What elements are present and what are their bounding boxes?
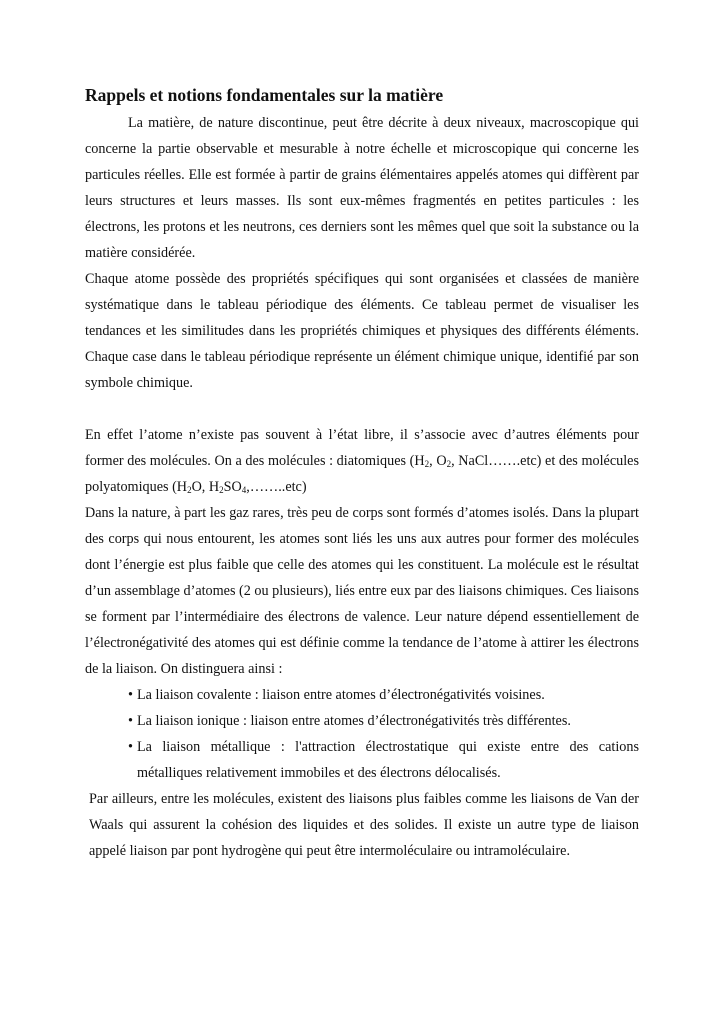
list-item-metallic <box>128 734 639 786</box>
paragraph-chemical-bonds: Dans la nature, à part les gaz rares, très peu de corps sont formés d’atomes isolés. Dans la plupart des corps qui nous entourent, les atomes sont liés les uns aux autres pour former des molécules dont l’énergie est plus faible que celle des atomes qui les constituent. La molécule est le résultat d’un assemblage d’atomes (2 ou plusieurs), liés entre eux par des liaisons chimiques. Ces liaisons se forment par l’intermédiaire des électrons de valence. Leur nature dépend essentiellement de l’électronégativité des atomes qui est définie comme la tendance de l’atome à attirer les électrons de la liaison. On distinguera ainsi : <box>85 505 639 677</box>
document-title: Rappels et notions fondamentales sur la matière <box>85 85 444 105</box>
bond-types-list <box>85 682 639 786</box>
list-item-covalent <box>128 682 639 708</box>
list-item-ionic <box>128 708 639 734</box>
list-item-text: La liaison métallique : l'attraction électrostatique qui existe entre des cations métalliques relativement immobiles et des électrons délocalisés. <box>137 739 639 781</box>
subscript: 2 <box>219 485 224 495</box>
bullet-icon: • <box>128 713 133 729</box>
molecules-text: , NaCl…….etc) et des molécules polyatomiques (H <box>85 453 639 495</box>
bullet-icon: • <box>128 687 133 703</box>
paragraph-periodic-table: Chaque atome possède des propriétés spécifiques qui sont organisées et classées de manière systématique dans le tableau périodique des éléments. Ce tableau permet de visualiser les tendances et les similitudes dans les propriétés chimiques et physiques des différents éléments. Chaque case dans le tableau périodique représente un élément chimique unique, identifié par son symbole chimique. <box>85 271 639 391</box>
paragraph-spacer <box>85 396 639 422</box>
molecules-text: O, H <box>191 479 220 495</box>
molecules-text: , O <box>429 453 447 469</box>
paragraph-weak-bonds: Par ailleurs, entre les molécules, existent des liaisons plus faibles comme les liaisons de Van der Waals qui assurent la cohésion des liquides et des solides. Il existe un autre type de liaison appelé liaison par pont hydrogène qui peut être intermoléculaire ou intramoléculaire. <box>89 791 639 859</box>
list-item-text: La liaison ionique : liaison entre atomes d’électronégativités très différentes. <box>137 713 571 729</box>
document-page <box>85 84 639 864</box>
subscript: 2 <box>187 485 192 495</box>
molecules-text: SO <box>223 479 242 495</box>
molecules-text: En effet l’atome n’existe pas souvent à l’état libre, il s’associe avec d’autres éléments pour former des molécules. On a des molécules : diatomiques (H <box>85 427 639 469</box>
subscript: 4 <box>241 485 247 495</box>
subscript: 2 <box>446 459 452 469</box>
molecules-text: ,……..etc) <box>246 479 307 495</box>
list-item-text: La liaison covalente : liaison entre atomes d’électronégativités voisines. <box>137 687 545 703</box>
paragraph-matter-definition: La matière, de nature discontinue, peut être décrite à deux niveaux, macroscopique qui concerne la partie observable et mesurable à notre échelle et microscopique qui concerne les particules réelles. Elle est formée à partir de grains élémentaires appelés atomes qui diffèrent par leurs structures et leurs masses. Ils sont eux-mêmes fragmentés en petites particules : les électrons, les protons et les neutrons, ces derniers sont les mêmes quel que soit la substance ou la matière considérée. <box>85 115 639 261</box>
subscript: 2 <box>424 459 430 469</box>
bullet-icon: • <box>128 739 133 755</box>
paragraph-molecules <box>85 422 639 500</box>
